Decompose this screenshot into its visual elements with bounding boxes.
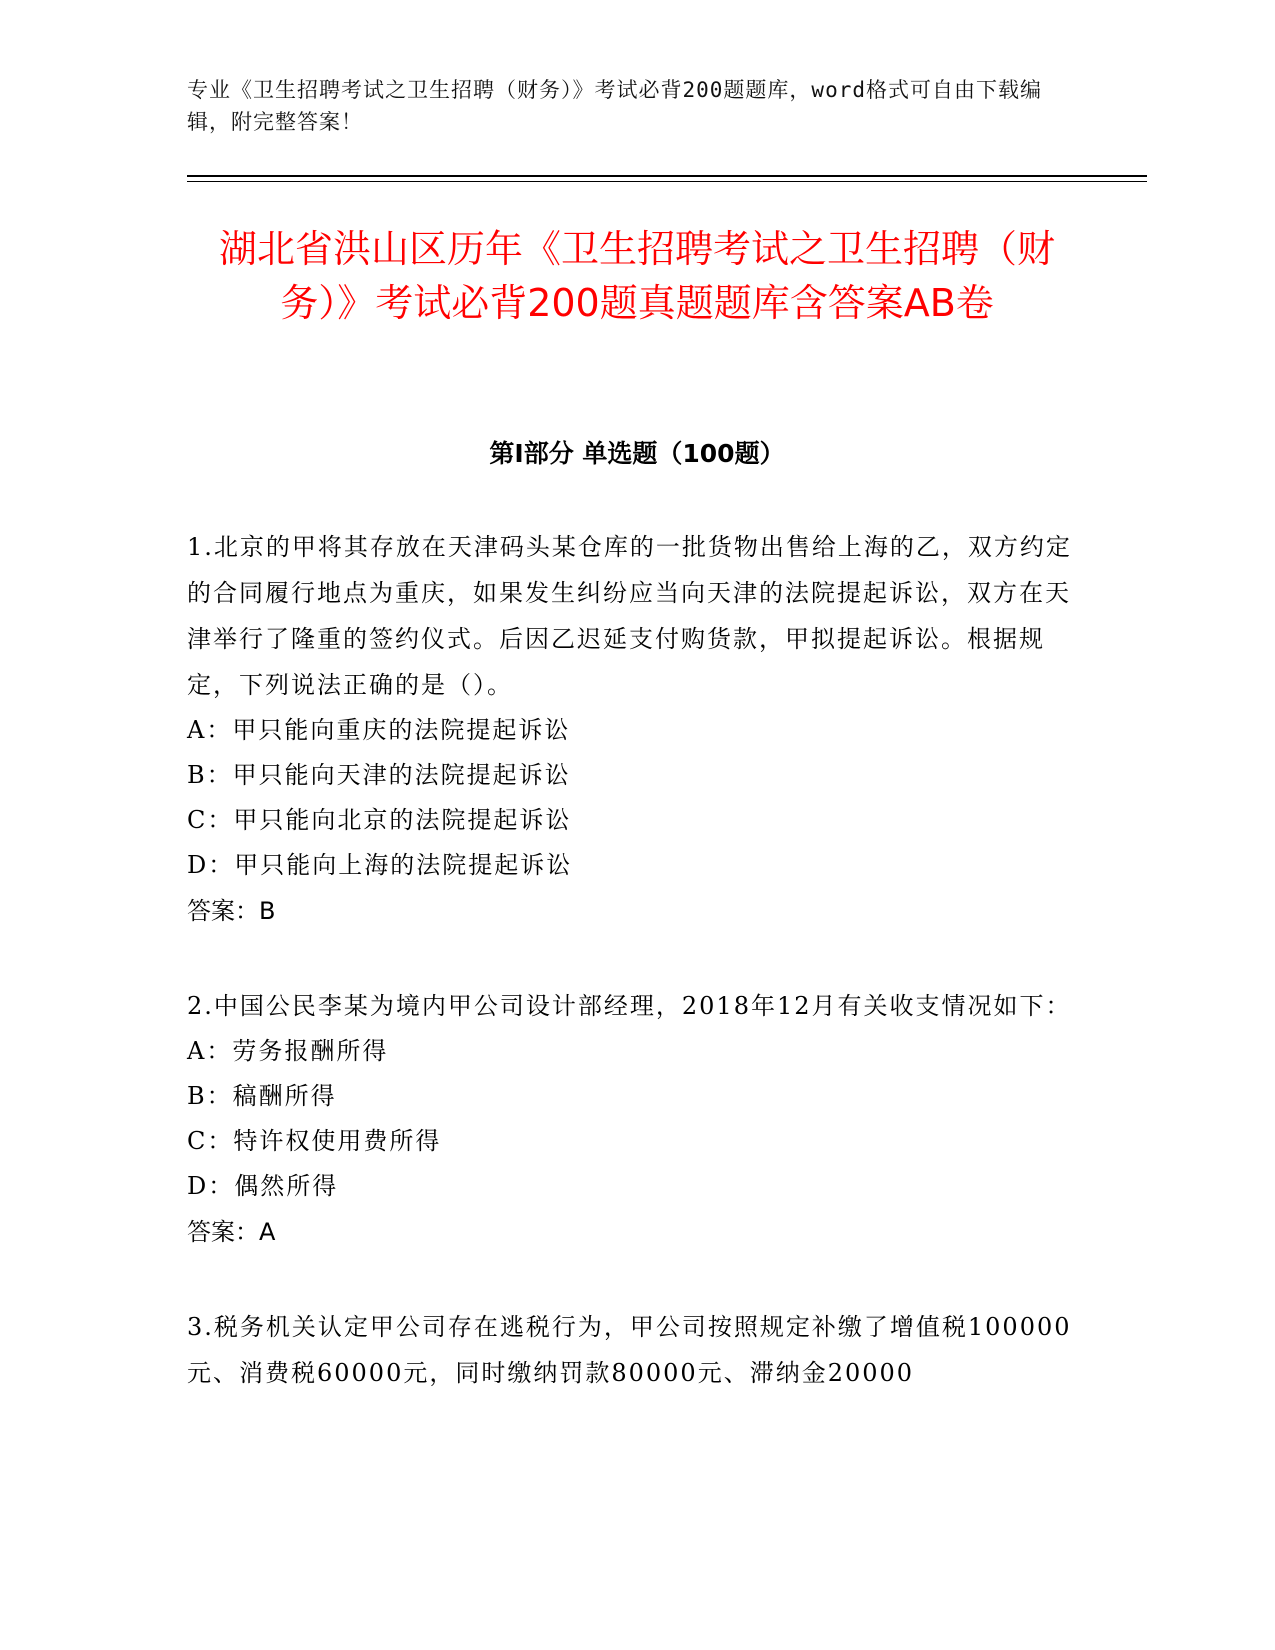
question-2 xyxy=(187,983,1077,1255)
answer: 答案：B xyxy=(187,897,276,925)
header-note: 专业《卫生招聘考试之卫生招聘（财务）》考试必背200题题库，word格式可自由下载编辑，附完整答案！ xyxy=(187,78,1042,134)
option-d: D：甲只能向上海的法院提起诉讼 xyxy=(187,851,573,879)
option-c: C：甲只能向北京的法院提起诉讼 xyxy=(187,806,572,834)
section-title: 第I部分 单选题（100题） xyxy=(489,439,785,468)
question-list xyxy=(187,524,1077,1445)
option-b: B：甲只能向天津的法院提起诉讼 xyxy=(187,761,571,789)
answer: 答案：A xyxy=(187,1218,276,1246)
option-c: C：特许权使用费所得 xyxy=(187,1127,442,1155)
question-1 xyxy=(187,524,1077,934)
option-a: A：甲只能向重庆的法院提起诉讼 xyxy=(187,716,571,744)
question-stem: 1.北京的甲将其存放在天津码头某仓库的一批货物出售给上海的乙，双方约定的合同履行地点为重庆，如果发生纠纷应当向天津的法院提起诉讼，双方在天津举行了隆重的签约仪式。后因乙迟延支付购货款，甲拟提起诉讼。根据规定，下列说法正确的是（）。 xyxy=(187,533,1072,699)
question-stem: 2.中国公民李某为境内甲公司设计部经理，2018年12月有关收支情况如下： xyxy=(187,992,1072,1020)
option-a: A：劳务报酬所得 xyxy=(187,1037,389,1065)
option-b: B：稿酬所得 xyxy=(187,1082,337,1110)
document-title: 湖北省洪山区历年《卫生招聘考试之卫生招聘（财务）》考试必背200题真题题库含答案AB卷 xyxy=(218,227,1055,325)
question-stem: 3.税务机关认定甲公司存在逃税行为，甲公司按照规定补缴了增值税100000元、消费税60000元，同时缴纳罚款80000元、滞纳金20000 xyxy=(187,1313,1072,1387)
header-rule-thick xyxy=(187,175,1147,177)
question-3 xyxy=(187,1304,1077,1396)
option-d: D：偶然所得 xyxy=(187,1172,339,1200)
header-rule-thin xyxy=(187,181,1147,182)
